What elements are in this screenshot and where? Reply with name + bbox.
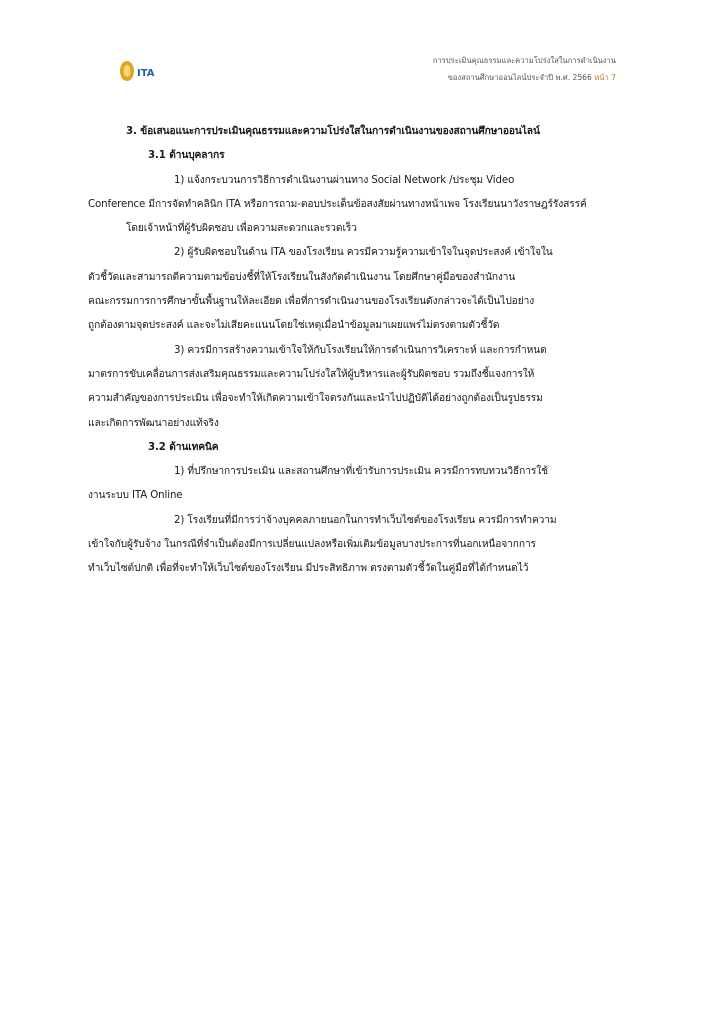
page-number: หน้า 7 (594, 73, 616, 82)
paragraph-line: โดยเจ้าหน้าที่ผู้รับผิดชอบ เพื่อความสะดวกและรวดเร็ว (126, 223, 357, 235)
paragraph-line: 2) โรงเรียนที่มีการว่าจ้างบุคคลภายนอกในการทำเว็บไซต์ของโรงเรียน ควรมีการทำความ (174, 514, 557, 526)
paragraph-line: 1) แจ้งกระบวนการวิธีการดำเนินงานผ่านทาง Social Network /ประชุม Video (174, 174, 515, 186)
paragraph-line: ถูกต้องตามจุดประสงค์ และจะไม่เสียคะแนนโดยใช่เหตุเมื่อนำข้อมูลมาเผยแพร่ไม่ตรงตามตัวชี้วัด (88, 320, 500, 332)
document-body (88, 120, 628, 582)
paragraph-line: คณะกรรมการการศึกษาขั้นพื้นฐานให้ละเอียด เพื่อที่การดำเนินงานของโรงเรียนดังกล่าวจะได้เป็นไปอย่าง (88, 296, 535, 308)
paragraph-line: 3) ควรมีการสร้างความเข้าใจให้กับโรงเรียนให้การดำเนินการวิเคราะห์ และการกำหนด (174, 344, 547, 356)
paragraph-line: 1) ที่ปรึกษาการประเมิน และสถานศึกษาที่เข้ารับการประเมิน ควรมีการทบทวนวิธีการใช้ (174, 466, 548, 478)
ita-logo (116, 56, 168, 86)
paragraph-line: 2) ผู้รับผิดชอบในด้าน ITA ของโรงเรียน ควรมีความรู้ความเข้าใจในจุดประสงค์ เข้าใจใน (174, 247, 553, 259)
paragraph-line: ตัวชี้วัดและสามารถตีความตามข้อบ่งชี้ที่ให้โรงเรียนในสังกัดดำเนินงาน โดยศึกษาคู่มือของสำนักงาน (88, 271, 516, 283)
paragraph-line: ความสำคัญของการประเมิน เพื่อจะทำให้เกิดความเข้าใจตรงกันและนำไปปฏิบัติได้อย่างถูกต้องเป็นรูปธรรม (88, 393, 543, 405)
paragraph-line: ทำเว็บไซต์ปกติ เพื่อที่จะทำให้เว็บไซต์ของโรงเรียน มีประสิทธิภาพ ตรงตามตัวชี้วัดในคู่มือที่ได้กำหนดไว้ (88, 563, 529, 575)
section-heading: 3. ข้อเสนอแนะการประเมินคุณธรรมและความโปร่งใสในการดำเนินงานของสถานศึกษาออนไลน์ (126, 126, 540, 137)
subsection-heading-technical: 3.2 ด้านเทคนิค (148, 441, 219, 453)
header-year-text: ของสถานศึกษาออนไลน์ประจำปี พ.ศ. 2566 (447, 73, 592, 82)
logo-text: ITA (137, 68, 155, 79)
paragraph-line: งานระบบ ITA Online (88, 490, 183, 502)
header-line-1: การประเมินคุณธรรมและความโปร่งใสในการดำเนินงาน (432, 56, 616, 65)
paragraph-line: และเกิดการพัฒนาอย่างแท้จริง (88, 417, 219, 429)
paragraph-line: Conference มีการจัดทำคลินิก ITA หรือการถาม-ตอบประเด็นข้อสงสัยผ่านทางหน้าเพจ โรงเรียนนาวังราษฎร์รังสรรค์ (88, 198, 587, 210)
paragraph-line: มาตรการขับเคลื่อนการส่งเสริมคุณธรรมและความโปร่งใสให้ผู้บริหารและผู้รับผิดชอบ รวมถึงชี้แจงการให้ (88, 368, 535, 380)
subsection-heading-personnel: 3.1 ด้านบุคลากร (148, 150, 225, 162)
paragraph-line: เข้าใจกับผู้รับจ้าง ในกรณีที่จำเป็นต้องมีการเปลี่ยนแปลงหรือเพิ่มเติมข้อมูลบางประการที่นอกเหนือจากการ (88, 539, 536, 551)
running-header (433, 52, 616, 86)
header-line-2 (433, 69, 616, 86)
